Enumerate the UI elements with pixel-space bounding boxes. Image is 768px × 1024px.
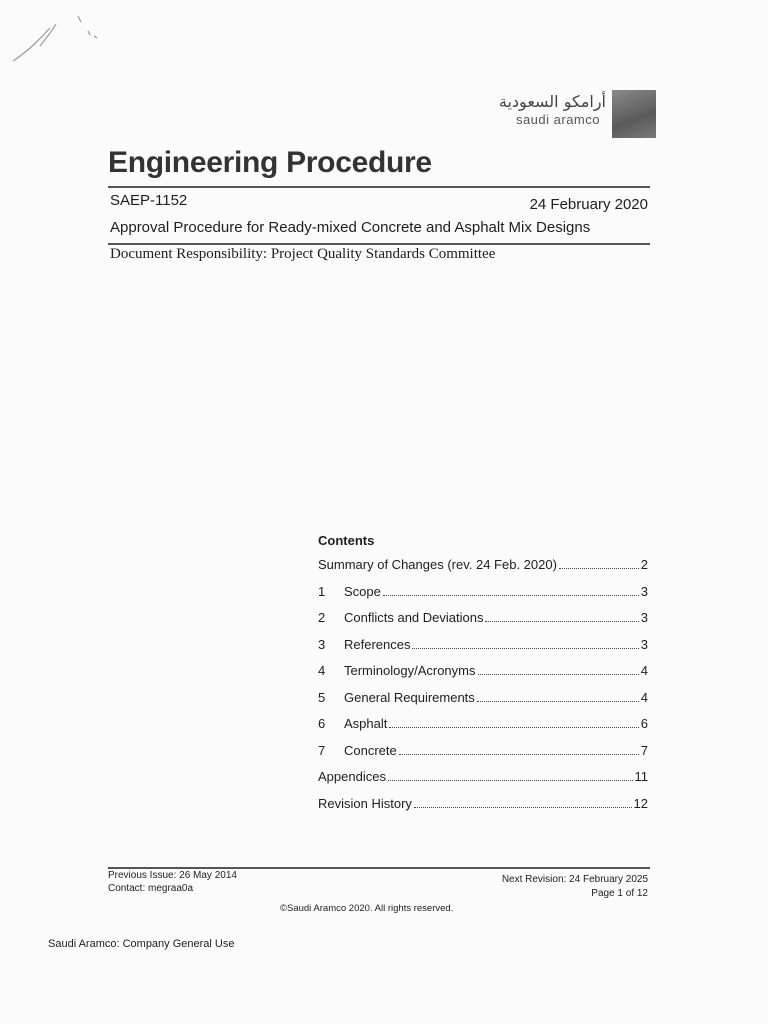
toc-entry-page: 4 <box>640 689 648 705</box>
toc-entry[interactable] <box>318 769 648 796</box>
next-revision: Next Revision: 24 February 2025 <box>501 874 648 885</box>
document-date: 24 February 2020 <box>529 196 648 213</box>
toc-entry-number: 5 <box>318 689 326 705</box>
toc-entry-page: 3 <box>640 636 648 652</box>
handwritten-mark <box>8 6 108 66</box>
toc-entry-page: 7 <box>640 742 648 758</box>
toc-leader-dots <box>478 674 639 675</box>
logo-emblem-icon <box>612 90 656 138</box>
toc-entry[interactable] <box>318 584 648 611</box>
contact: Contact: megraa0a <box>108 883 194 894</box>
toc-entry-label: References <box>344 636 411 652</box>
toc-entry-number: 2 <box>318 610 326 625</box>
toc-entry-number: 6 <box>318 716 326 731</box>
toc-entry-number: 3 <box>318 636 326 652</box>
toc-entry-page: 11 <box>634 769 648 784</box>
document-subtitle: Approval Procedure for Ready-mixed Concrete and Asphalt Mix Designs <box>110 219 591 236</box>
document-responsibility: Document Responsibility: Project Quality Standards Committee <box>110 246 496 262</box>
toc-leader-dots <box>412 648 638 649</box>
toc-entry-label: Scope <box>344 583 381 599</box>
toc-entry-label: Summary of Changes (rev. 24 Feb. 2020) <box>318 557 557 572</box>
title-divider <box>108 186 650 188</box>
previous-issue: Previous Issue: 26 May 2014 <box>108 870 237 881</box>
toc-entry[interactable] <box>318 690 648 717</box>
toc-leader-dots <box>485 621 638 622</box>
company-logo <box>486 90 656 140</box>
toc-entry[interactable] <box>318 796 648 823</box>
toc-entry-number: 4 <box>318 663 326 678</box>
toc-entry-label: Appendices <box>318 769 386 784</box>
toc-entry[interactable] <box>318 610 648 637</box>
subtitle-divider <box>108 243 650 245</box>
toc-entry[interactable] <box>318 663 648 690</box>
toc-entry-label: Revision History <box>318 795 412 811</box>
toc-entry-page: 4 <box>640 663 648 678</box>
toc-entry-label: Conflicts and Deviations <box>344 610 484 625</box>
toc-entry[interactable] <box>318 637 648 664</box>
toc-entry[interactable] <box>318 743 648 770</box>
toc-entry-number: 1 <box>318 583 326 599</box>
toc-entry[interactable] <box>318 716 648 743</box>
table-of-contents <box>318 533 648 822</box>
copyright: ©Saudi Aramco 2020. All rights reserved. <box>280 903 454 914</box>
toc-entry-page: 2 <box>640 557 648 572</box>
logo-english-text: saudi aramco <box>515 112 600 127</box>
toc-entry-number: 7 <box>318 742 326 758</box>
toc-entry-label: Concrete <box>344 742 397 758</box>
logo-arabic-text: أرامكو السعودية <box>498 92 606 111</box>
toc-entry-page: 3 <box>640 583 648 599</box>
footer-divider <box>108 867 650 869</box>
toc-entry-label: General Requirements <box>344 689 475 705</box>
toc-entry-label: Asphalt <box>344 716 388 731</box>
toc-leader-dots <box>559 568 639 569</box>
toc-entry-page: 3 <box>640 610 648 625</box>
toc-leader-dots <box>388 780 633 781</box>
toc-leader-dots <box>414 807 632 808</box>
toc-entry-page: 12 <box>633 795 648 811</box>
toc-entry[interactable] <box>318 557 648 584</box>
toc-leader-dots <box>383 595 639 596</box>
document-number: SAEP-1152 <box>110 192 188 209</box>
toc-list <box>318 557 648 822</box>
toc-entry-label: Terminology/Acronyms <box>344 663 476 678</box>
toc-leader-dots <box>399 754 639 755</box>
classification-label: Saudi Aramco: Company General Use <box>48 938 235 950</box>
toc-entry-page: 6 <box>640 716 648 731</box>
document-title: Engineering Procedure <box>108 146 432 179</box>
toc-leader-dots <box>389 727 638 728</box>
contents-heading: Contents <box>318 533 375 548</box>
page-number: Page 1 of 12 <box>591 888 648 899</box>
toc-leader-dots <box>477 701 639 702</box>
